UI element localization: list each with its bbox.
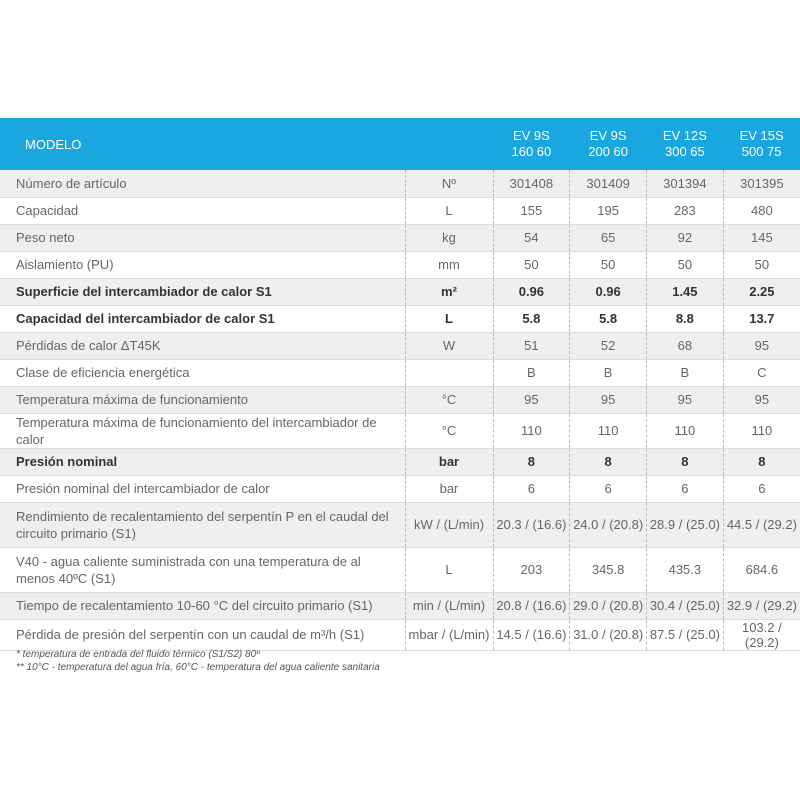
row-unit: min / (L/min) bbox=[405, 592, 493, 619]
row-value-model-2: 110 bbox=[570, 413, 647, 448]
row-unit: L bbox=[405, 305, 493, 332]
row-value-model-3: 301394 bbox=[647, 170, 724, 197]
header-model-4: EV 15S 500 75 bbox=[739, 128, 784, 159]
table-row bbox=[0, 619, 800, 650]
row-value-model-1: 301408 bbox=[493, 170, 570, 197]
row-value-model-3: 30.4 / (25.0) bbox=[647, 592, 724, 619]
row-value-model-3: 92 bbox=[647, 224, 724, 251]
table-row bbox=[0, 413, 800, 448]
row-value-model-4: 8 bbox=[723, 448, 800, 475]
row-value-model-4: 95 bbox=[723, 386, 800, 413]
row-value-model-3: 8 bbox=[647, 448, 724, 475]
row-value-model-1: 54 bbox=[493, 224, 570, 251]
table-body bbox=[0, 170, 800, 650]
table-row bbox=[0, 448, 800, 475]
row-value-model-3: 435.3 bbox=[647, 547, 724, 592]
footnote-2: ** 10°C - temperatura del agua fría, 60°C - temperatura del agua caliente sanitaria bbox=[16, 662, 380, 673]
table-header-row bbox=[0, 118, 800, 170]
row-value-model-4: 13.7 bbox=[723, 305, 800, 332]
row-value-model-2: 65 bbox=[570, 224, 647, 251]
row-value-model-1: 0.96 bbox=[493, 278, 570, 305]
row-unit: L bbox=[405, 547, 493, 592]
table-row bbox=[0, 170, 800, 197]
table-row bbox=[0, 332, 800, 359]
table-row bbox=[0, 386, 800, 413]
row-value-model-3: 50 bbox=[647, 251, 724, 278]
footnote-1: * temperatura de entrada del fluido térmico (S1/S2) 80º bbox=[16, 649, 260, 660]
row-unit: m² bbox=[405, 278, 493, 305]
header-model-2: EV 9S 200 60 bbox=[588, 128, 628, 159]
row-value-model-4: C bbox=[723, 359, 800, 386]
row-unit: kg bbox=[405, 224, 493, 251]
row-value-model-1: 14.5 / (16.6) bbox=[493, 619, 570, 650]
spec-table bbox=[0, 118, 800, 651]
row-unit: °C bbox=[405, 386, 493, 413]
row-value-model-1: 8 bbox=[493, 448, 570, 475]
row-value-model-2: 8 bbox=[570, 448, 647, 475]
row-value-model-4: 2.25 bbox=[723, 278, 800, 305]
table-row bbox=[0, 197, 800, 224]
row-value-model-1: 6 bbox=[493, 475, 570, 502]
row-value-model-4: 301395 bbox=[723, 170, 800, 197]
table-row bbox=[0, 278, 800, 305]
row-unit: Nº bbox=[405, 170, 493, 197]
table-row bbox=[0, 251, 800, 278]
row-value-model-3: 6 bbox=[647, 475, 724, 502]
row-unit: mm bbox=[405, 251, 493, 278]
row-value-model-4: 110 bbox=[723, 413, 800, 448]
row-value-model-1: B bbox=[493, 359, 570, 386]
row-value-model-3: 95 bbox=[647, 386, 724, 413]
row-value-model-2: 345.8 bbox=[570, 547, 647, 592]
row-value-model-2: 301409 bbox=[570, 170, 647, 197]
row-value-model-4: 95 bbox=[723, 332, 800, 359]
header-label: MODELO bbox=[25, 136, 82, 152]
row-value-model-1: 155 bbox=[493, 197, 570, 224]
row-value-model-4: 44.5 / (29.2) bbox=[723, 502, 800, 547]
row-value-model-2: 6 bbox=[570, 475, 647, 502]
row-label: Peso neto bbox=[0, 224, 405, 251]
row-unit: kW / (L/min) bbox=[405, 502, 493, 547]
row-value-model-4: 50 bbox=[723, 251, 800, 278]
row-value-model-2: 5.8 bbox=[570, 305, 647, 332]
table-row bbox=[0, 305, 800, 332]
table-row bbox=[0, 224, 800, 251]
row-label: Capacidad del intercambiador de calor S1 bbox=[0, 305, 405, 332]
row-unit: bar bbox=[405, 475, 493, 502]
row-value-model-2: 52 bbox=[570, 332, 647, 359]
header-model-3: EV 12S 300 65 bbox=[662, 128, 707, 159]
row-label: Temperatura máxima de funcionamiento del intercambiador de calor bbox=[0, 413, 405, 448]
row-label: Número de artículo bbox=[0, 170, 405, 197]
row-label: Capacidad bbox=[0, 197, 405, 224]
row-value-model-1: 95 bbox=[493, 386, 570, 413]
row-value-model-1: 20.3 / (16.6) bbox=[493, 502, 570, 547]
row-label: V40 - agua caliente suministrada con una temperatura de al menos 40ºC (S1) bbox=[0, 547, 405, 592]
row-label: Temperatura máxima de funcionamiento bbox=[0, 386, 405, 413]
table-row bbox=[0, 592, 800, 619]
row-value-model-3: B bbox=[647, 359, 724, 386]
row-value-model-3: 8.8 bbox=[647, 305, 724, 332]
row-value-model-4: 32.9 / (29.2) bbox=[723, 592, 800, 619]
row-unit: W bbox=[405, 332, 493, 359]
row-label: Tiempo de recalentamiento 10-60 °C del circuito primario (S1) bbox=[0, 592, 405, 619]
row-value-model-4: 480 bbox=[723, 197, 800, 224]
header-unit-cell bbox=[405, 118, 493, 170]
row-value-model-1: 20.8 / (16.6) bbox=[493, 592, 570, 619]
row-label: Pérdida de presión del serpentín con un caudal de m³/h (S1) bbox=[0, 619, 405, 650]
row-value-model-1: 50 bbox=[493, 251, 570, 278]
row-value-model-3: 283 bbox=[647, 197, 724, 224]
row-value-model-2: 29.0 / (20.8) bbox=[570, 592, 647, 619]
row-value-model-3: 28.9 / (25.0) bbox=[647, 502, 724, 547]
row-value-model-1: 5.8 bbox=[493, 305, 570, 332]
row-unit bbox=[405, 359, 493, 386]
row-unit: °C bbox=[405, 413, 493, 448]
row-value-model-4: 145 bbox=[723, 224, 800, 251]
row-label: Pérdidas de calor ΔT45K bbox=[0, 332, 405, 359]
row-unit: mbar / (L/min) bbox=[405, 619, 493, 650]
row-value-model-1: 110 bbox=[493, 413, 570, 448]
table-row bbox=[0, 359, 800, 386]
row-value-model-2: B bbox=[570, 359, 647, 386]
footnotes bbox=[16, 648, 380, 674]
row-label: Presión nominal bbox=[0, 448, 405, 475]
row-value-model-3: 1.45 bbox=[647, 278, 724, 305]
row-value-model-4: 684.6 bbox=[723, 547, 800, 592]
table-row bbox=[0, 502, 800, 547]
row-value-model-4: 6 bbox=[723, 475, 800, 502]
row-value-model-1: 203 bbox=[493, 547, 570, 592]
row-value-model-2: 24.0 / (20.8) bbox=[570, 502, 647, 547]
row-value-model-3: 68 bbox=[647, 332, 724, 359]
row-value-model-2: 50 bbox=[570, 251, 647, 278]
row-value-model-2: 0.96 bbox=[570, 278, 647, 305]
row-label: Superficie del intercambiador de calor S1 bbox=[0, 278, 405, 305]
row-label: Clase de eficiencia energética bbox=[0, 359, 405, 386]
table-row bbox=[0, 547, 800, 592]
row-value-model-2: 31.0 / (20.8) bbox=[570, 619, 647, 650]
row-value-model-3: 87.5 / (25.0) bbox=[647, 619, 724, 650]
row-value-model-1: 51 bbox=[493, 332, 570, 359]
header-model-1: EV 9S 160 60 bbox=[511, 128, 552, 159]
row-value-model-2: 95 bbox=[570, 386, 647, 413]
row-value-model-3: 110 bbox=[647, 413, 724, 448]
table-row bbox=[0, 475, 800, 502]
row-label: Presión nominal del intercambiador de calor bbox=[0, 475, 405, 502]
row-value-model-4: 103.2 / (29.2) bbox=[723, 619, 800, 650]
row-label: Aislamiento (PU) bbox=[0, 251, 405, 278]
row-unit: L bbox=[405, 197, 493, 224]
row-label: Rendimiento de recalentamiento del serpentín P en el caudal del circuito primario (S1) bbox=[0, 502, 405, 547]
row-value-model-2: 195 bbox=[570, 197, 647, 224]
row-unit: bar bbox=[405, 448, 493, 475]
